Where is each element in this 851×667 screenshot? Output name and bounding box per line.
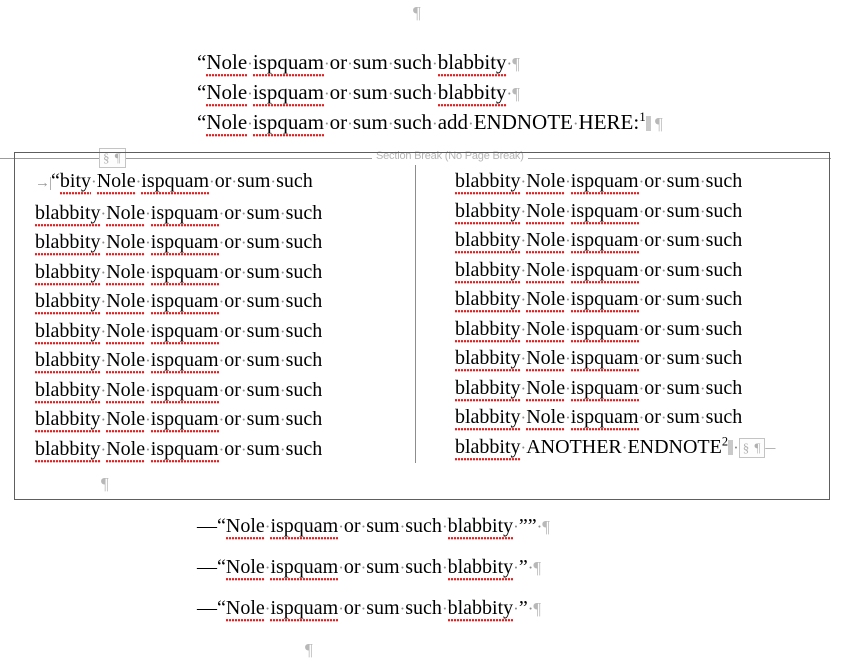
paragraph-mark: ¶ <box>533 558 542 577</box>
column-line: blabbity·Nole·ispquam·or·sum·such <box>455 285 825 315</box>
column-line: blabbity·Nole·ispquam·or·sum·such <box>35 228 410 258</box>
misspelled-word: ispquam <box>253 80 324 107</box>
column-line: blabbity·Nole·ispquam·or·sum·such <box>35 376 410 406</box>
misspelled-word: blabbity <box>448 597 514 622</box>
endnote-reference-1[interactable]: 1 <box>639 109 646 124</box>
section-break-label: Section Break (No Page Break) <box>372 150 528 162</box>
closing-paragraph-3[interactable]: —“Nole·ispquam·or·sum·such·blabbity·”·¶ <box>197 594 541 623</box>
open-quote: “ <box>197 80 207 104</box>
column-line: blabbity·Nole·ispquam·or·sum·such <box>35 435 410 465</box>
paragraph-mark: ¶ <box>542 517 550 536</box>
em-dash: — <box>197 556 217 578</box>
misspelled-word: blabbity <box>438 80 507 107</box>
column-paragraph-mark: ¶ <box>101 474 109 493</box>
em-dash: — <box>197 597 217 619</box>
lead-paragraph-1[interactable]: “Nole·ispquam·or·sum·such·blabbity·¶ <box>197 47 520 79</box>
column-line-first: →|“bity·Nole·ispquam·or·sum·such <box>35 167 410 199</box>
column-line: blabbity·Nole·ispquam·or·sum·such <box>455 197 825 227</box>
column-left[interactable] <box>35 167 410 464</box>
bottom-paragraph-mark: ¶ <box>305 640 313 659</box>
paragraph-mark: ¶ <box>512 84 520 103</box>
column-line: blabbity·Nole·ispquam·or·sum·such <box>35 287 410 317</box>
close-quote: ” <box>518 556 528 578</box>
misspelled-word: ispquam <box>270 597 338 622</box>
open-quote: “ <box>217 556 226 578</box>
top-paragraph-mark: ¶ <box>413 3 421 22</box>
open-quote: “ <box>217 515 226 537</box>
column-line: blabbity·Nole·ispquam·or·sum·such <box>455 374 825 404</box>
misspelled-word: Nole <box>226 556 265 581</box>
paragraph-mark: ¶ <box>533 599 542 618</box>
paragraph-mark: ¶ <box>654 114 663 133</box>
lead-paragraph-2[interactable]: “Nole·ispquam·or·sum·such·blabbity·¶ <box>197 77 520 109</box>
misspelled-word: Nole <box>206 80 247 107</box>
misspelled-word: Nole <box>97 170 136 195</box>
misspelled-word: bity <box>60 170 91 195</box>
column-line: blabbity·Nole·ispquam·or·sum·such <box>455 226 825 256</box>
text-frame[interactable] <box>14 152 830 500</box>
column-line: blabbity·Nole·ispquam·or·sum·such <box>455 344 825 374</box>
paragraph-mark: ¶ <box>512 54 520 73</box>
misspelled-word: blabbity <box>448 515 514 540</box>
misspelled-word: Nole <box>206 110 247 137</box>
endnote-reference-2[interactable]: 2 <box>721 433 729 448</box>
close-quote: ”” <box>518 515 537 537</box>
misspelled-word: Nole <box>226 597 265 622</box>
open-quote: “ <box>51 170 60 192</box>
column-right[interactable] <box>455 167 825 462</box>
column-line: blabbity·Nole·ispquam·or·sum·such <box>455 315 825 345</box>
open-quote: “ <box>197 50 207 74</box>
column-line: blabbity·Nole·ispquam·or·sum·such <box>455 403 825 433</box>
column-line: blabbity·Nole·ispquam·or·sum·such <box>35 199 410 229</box>
misspelled-word: Nole <box>226 515 265 540</box>
misspelled-word: blabbity <box>448 556 514 581</box>
column-line: blabbity·Nole·ispquam·or·sum·such <box>35 258 410 288</box>
closing-paragraph-1[interactable]: —“Nole·ispquam·or·sum·such·blabbity·””·¶ <box>197 512 550 541</box>
section-mark-chip-right: § ¶ <box>739 438 766 458</box>
misspelled-word: ispquam <box>253 50 324 77</box>
misspelled-word: blabbity <box>438 50 507 77</box>
column-line: blabbity·Nole·ispquam·or·sum·such <box>455 256 825 286</box>
column-divider <box>415 165 416 463</box>
column-line: blabbity·Nole·ispquam·or·sum·such <box>35 346 410 376</box>
close-quote: ” <box>518 597 528 619</box>
closing-paragraph-2[interactable]: —“Nole·ispquam·or·sum·such·blabbity·”·¶ <box>197 553 541 582</box>
column-line: blabbity·Nole·ispquam·or·sum·such <box>455 167 825 197</box>
tab-mark: →| <box>35 175 52 191</box>
misspelled-word: blabbity <box>455 436 521 461</box>
open-quote: “ <box>197 110 207 134</box>
lead-paragraph-3[interactable]: “Nole·ispquam·or·sum·such·add·ENDNOTE·HERE:$^1$ ¶ <box>197 107 663 139</box>
open-quote: “ <box>217 597 226 619</box>
column-line-last: $blabbity\cdot ANOTHER\cdot ENDNOTE^2$ · § ¶ – <box>455 433 825 463</box>
misspelled-word: ispquam <box>270 556 338 581</box>
misspelled-word: ispquam <box>270 515 338 540</box>
column-line: blabbity·Nole·ispquam·or·sum·such <box>35 317 410 347</box>
column-line: blabbity·Nole·ispquam·or·sum·such <box>35 405 410 435</box>
section-mark-chip-left: § ¶ <box>99 148 126 168</box>
misspelled-word: ispquam <box>253 110 324 137</box>
misspelled-word: ispquam <box>141 170 209 195</box>
em-dash: — <box>197 515 217 537</box>
misspelled-word: Nole <box>206 50 247 77</box>
